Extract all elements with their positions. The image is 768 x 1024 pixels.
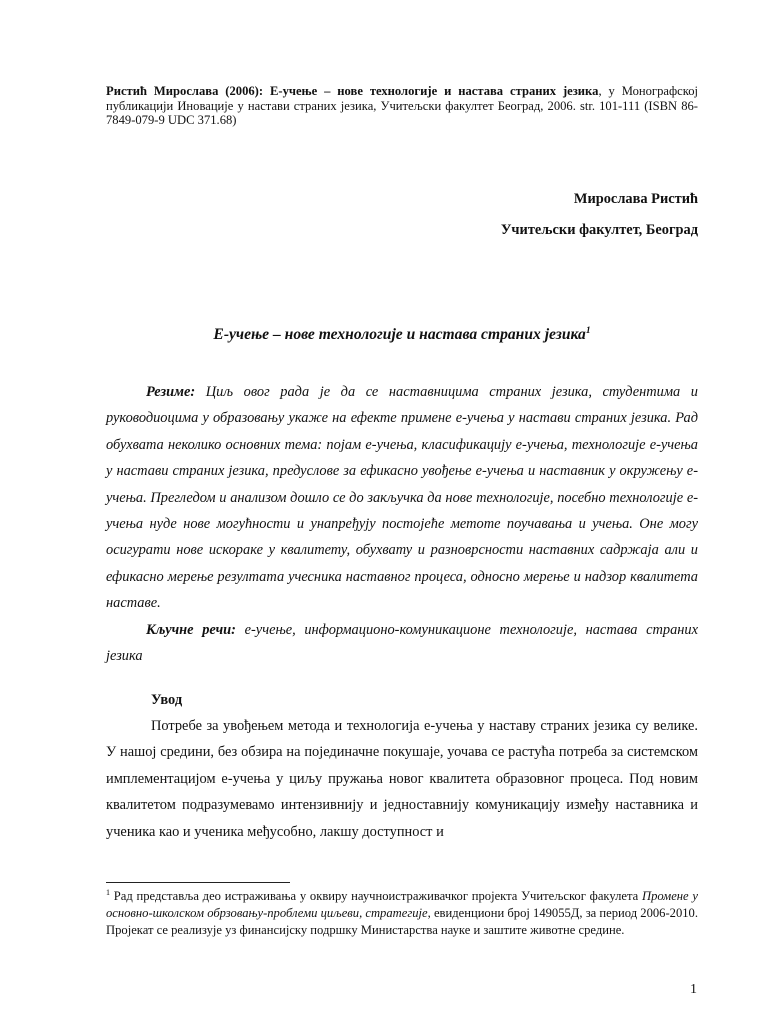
page-number: 1 xyxy=(690,982,697,997)
title-footnote-mark: 1 xyxy=(585,325,591,336)
citation xyxy=(106,84,698,128)
footnote-separator xyxy=(106,882,290,883)
abstract-text: Циљ овог рада је да се наставницима страних језика, студентима и руководиоцима у образовању укаже на ефекте примене е-учења у настави страних језика. Рад обухвата неколико основних тема: појам е-учења, класификацију е-учења, технологије е-учења у настави страних језика, предуслове за ефикасно увођење е-учења и наставник у окружењу е-учења. Прегледом и анализом дошло се до закључка да нове технологије, посебно технологије е-учења нуде нове могућности и унапређују постојеће метоте поучавања и учења. Оне могу осигурати нове искораке у квалитету, обухвату и разноврсности наставних садржаја али и ефикасно мерење резултата учесника наставног процеса, односно мерење и надзор квалитета наставе. xyxy=(106,384,698,612)
abstract xyxy=(106,379,698,669)
footnote-text-b: , евиденциони број 149055Д, за период 2006-2010. Пројекат се реализује уз финансијску подршку Министарства науке и заштите животне средине. xyxy=(106,906,698,937)
abstract-paragraph xyxy=(106,379,698,617)
footnote xyxy=(106,888,698,939)
title-text: Е-учење – нове технологије и настава страних језика xyxy=(213,326,586,343)
keywords-label: Кључне речи: xyxy=(146,621,236,638)
keywords-text: е-учење, информационо-комуникационе технологије, настава страних језика xyxy=(106,621,698,665)
author-name: Мирослава Ристић xyxy=(573,191,698,207)
keywords-paragraph xyxy=(106,617,698,670)
footnote-text-a: Рад представља део истраживања у оквиру научноистраживачког пројекта Учитељског факулета xyxy=(110,889,642,903)
intro-paragraph: Потребе за увођењем метода и технологија е-учења у наставу страних језика су велике. У нашој средини, без обзира на појединачне покушаје, уочава се растућа потреба за системском имплементацијом е-учења у циљу пружања новог квалитета образовног процеса. Под новим квалитетом подразумевамо интензивнију и једноставнију комуникацију између наставника и ученика као и ученика међусобно, лакшу доступност и xyxy=(106,718,698,840)
footnote-project-title: Промене у основно-школском обрзовању-проблеми циљеви, стратегије xyxy=(106,889,698,920)
footnote-mark: 1 xyxy=(106,887,110,897)
citation-bold: Ристић Мирослава (2006): Е-учење – нове технологије и настава страних језика xyxy=(106,84,599,98)
intro-body xyxy=(106,713,698,845)
citation-rest: , у Монографској публикацији Иновације у настави страних језика, Учитељски факултет Београд, 2006. str. 101-111 (ISBN 86-7849-079-9 UDC 371.68) xyxy=(106,84,698,127)
abstract-label: Резиме: xyxy=(146,384,196,400)
paper-title xyxy=(106,326,698,344)
author-affiliation: Учитељски факултет, Београд xyxy=(500,222,698,238)
section-heading-intro: Увод xyxy=(151,692,183,708)
